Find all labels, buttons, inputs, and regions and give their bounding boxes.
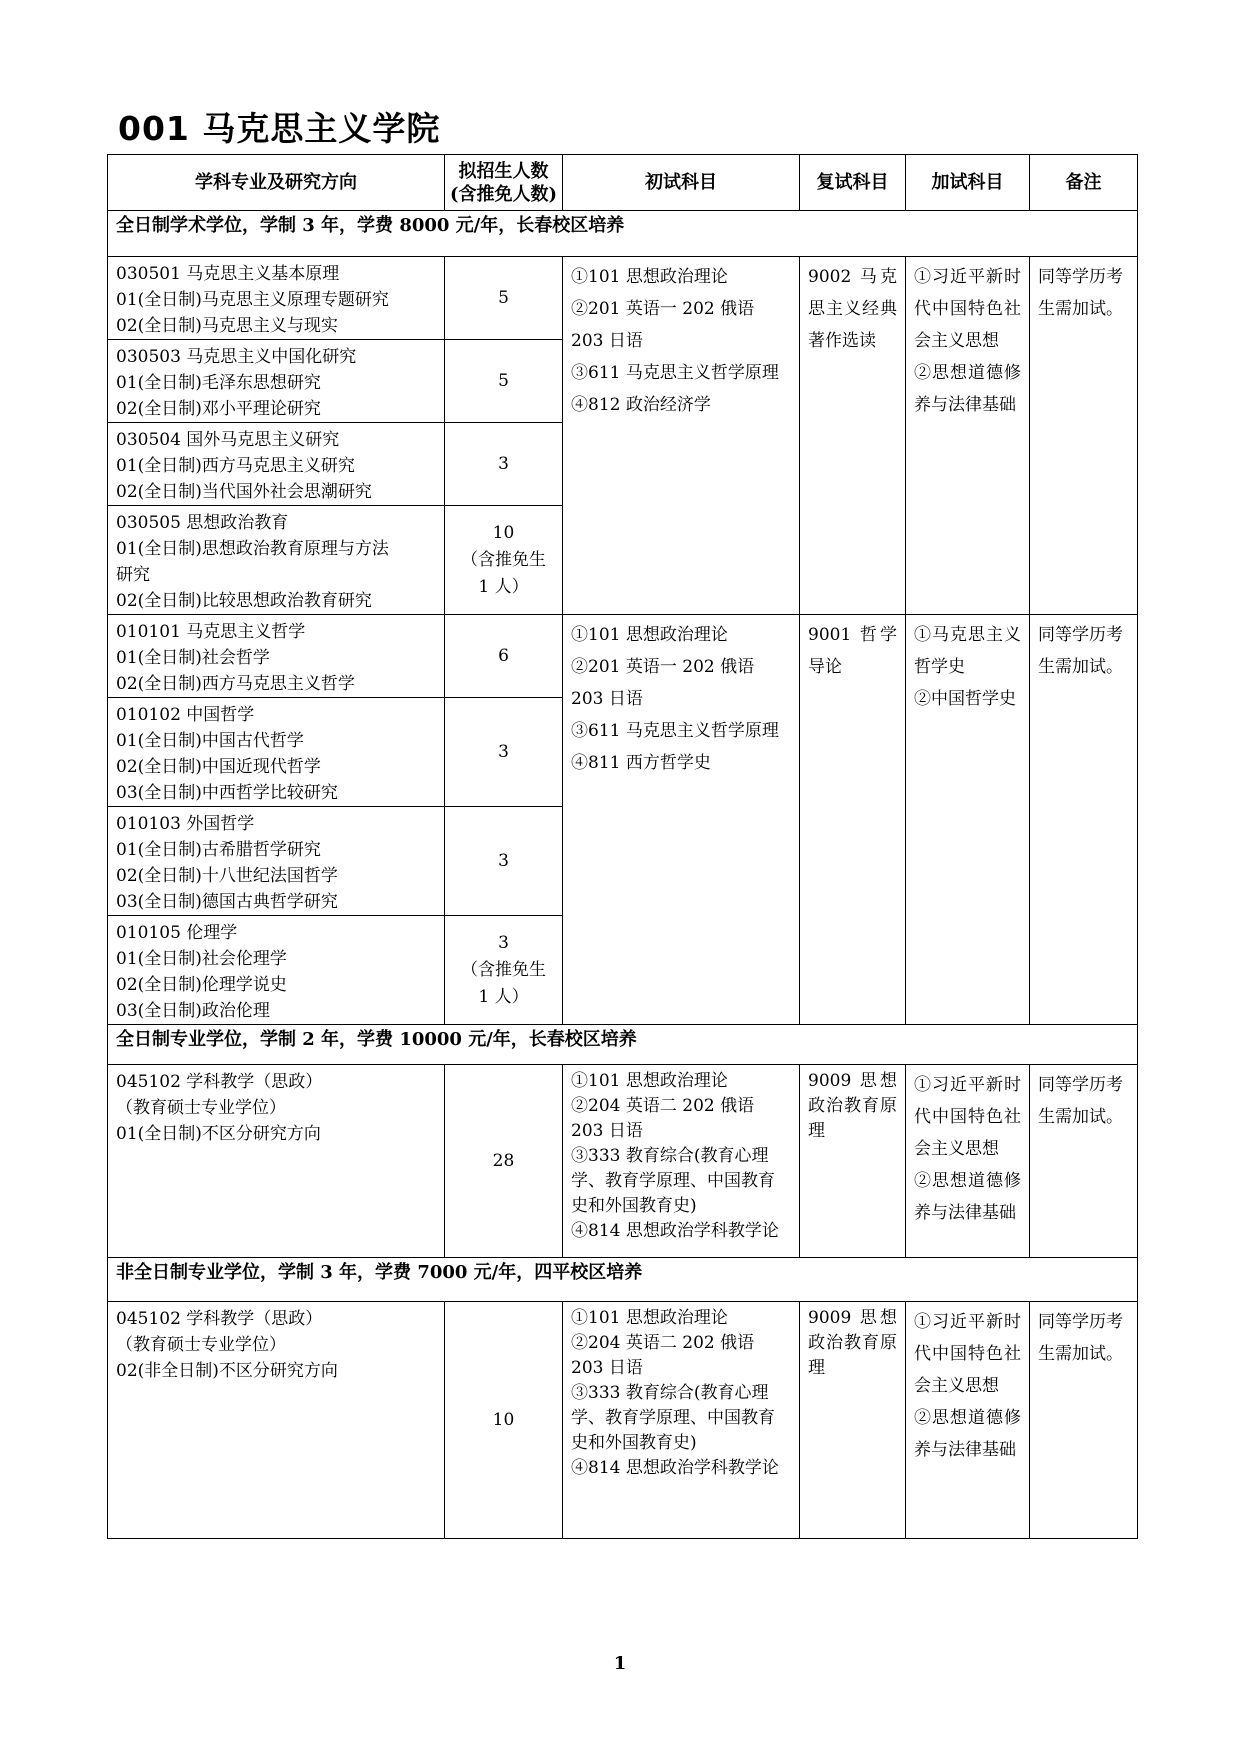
program-line: 010103 外国哲学 bbox=[116, 814, 255, 834]
program-line: 045102 学科教学（思政） bbox=[116, 1309, 323, 1329]
table-header-row bbox=[108, 155, 1138, 211]
extra-subject: ②思想道德修养与法律基础 bbox=[914, 363, 1021, 415]
extra-exam-cell bbox=[906, 1065, 1030, 1258]
program-cell bbox=[108, 1065, 445, 1258]
section-title: 全日制学术学位，学制 3 年，学费 8000 元/年，长春校区培养 bbox=[108, 211, 1138, 257]
retest-cell: 9009 思想政治教育原理 bbox=[800, 1302, 906, 1539]
table-row bbox=[108, 1302, 1138, 1539]
initial-exam-cell bbox=[563, 615, 800, 1025]
page-number: 1 bbox=[613, 1653, 627, 1674]
quota-note: （含推免生 1 人） bbox=[461, 959, 546, 1007]
program-line: 02(非全日制)不区分研究方向 bbox=[116, 1361, 338, 1381]
program-line: 01(全日制)思想政治教育原理与方法 bbox=[116, 539, 389, 559]
header-retest: 复试科目 bbox=[800, 155, 906, 211]
program-line: 03(全日制)政治伦理 bbox=[116, 1001, 270, 1021]
program-cell bbox=[108, 506, 445, 615]
program-line: 03(全日制)中西哲学比较研究 bbox=[116, 783, 338, 803]
program-line: 030501 马克思主义基本原理 bbox=[116, 264, 340, 284]
extra-exam-cell bbox=[906, 1302, 1030, 1539]
exam-subject: ③333 教育综合(教育心理学、教育学原理、中国教育史和外国教育史) bbox=[571, 1383, 775, 1453]
quota-value: 10 bbox=[492, 522, 515, 543]
quota-cell bbox=[445, 257, 563, 340]
exam-subject: ①101 思想政治理论 bbox=[571, 1308, 728, 1328]
retest-cell: 9009 思想政治教育原理 bbox=[800, 1065, 906, 1258]
quota-cell bbox=[445, 615, 563, 698]
program-line: 045102 学科教学（思政） bbox=[116, 1072, 323, 1092]
program-line: 01(全日制)古希腊哲学研究 bbox=[116, 840, 321, 860]
exam-subject: ④814 思想政治学科教学论 bbox=[571, 1458, 779, 1478]
extra-subject: ①习近平新时代中国特色社会主义思想 bbox=[914, 267, 1021, 351]
program-cell bbox=[108, 807, 445, 916]
initial-exam-cell bbox=[563, 1065, 800, 1258]
extra-subject: ②思想道德修养与法律基础 bbox=[914, 1408, 1021, 1460]
quota-cell bbox=[445, 506, 563, 615]
program-line: 02(全日制)马克思主义与现实 bbox=[116, 316, 338, 336]
program-cell bbox=[108, 340, 445, 423]
program-line: 030505 思想政治教育 bbox=[116, 513, 289, 533]
program-line: 02(全日制)当代国外社会思潮研究 bbox=[116, 482, 372, 502]
exam-subject: ③611 马克思主义哲学原理 bbox=[571, 721, 779, 741]
program-line: 030503 马克思主义中国化研究 bbox=[116, 347, 357, 367]
extra-subject: ①习近平新时代中国特色社会主义思想 bbox=[914, 1312, 1021, 1396]
program-line: （教育硕士专业学位） bbox=[116, 1335, 286, 1355]
exam-subject: ④814 思想政治学科教学论 bbox=[571, 1221, 779, 1241]
program-line: 研究 bbox=[116, 565, 150, 585]
program-line: 010102 中国哲学 bbox=[116, 705, 255, 725]
program-cell bbox=[108, 698, 445, 807]
exam-subject: ②201 英语一 202 俄语 203 日语 bbox=[571, 657, 755, 709]
program-cell bbox=[108, 916, 445, 1025]
header-program: 学科专业及研究方向 bbox=[108, 155, 445, 211]
retest-cell: 9002 马克思主义经典著作选读 bbox=[800, 257, 906, 615]
program-line: 010101 马克思主义哲学 bbox=[116, 622, 306, 642]
header-quota bbox=[445, 155, 563, 211]
exam-subject: ①101 思想政治理论 bbox=[571, 267, 728, 287]
extra-subject: ①马克思主义哲学史 bbox=[914, 625, 1021, 677]
retest-cell: 9001 哲学导论 bbox=[800, 615, 906, 1025]
section-row bbox=[108, 1025, 1138, 1065]
table-row bbox=[108, 257, 1138, 340]
program-line: 02(全日制)伦理学说史 bbox=[116, 975, 287, 995]
header-initial-exam: 初试科目 bbox=[563, 155, 800, 211]
program-cell bbox=[108, 423, 445, 506]
program-line: 01(全日制)毛泽东思想研究 bbox=[116, 373, 321, 393]
program-line: 01(全日制)中国古代哲学 bbox=[116, 731, 304, 751]
quota-cell bbox=[445, 698, 563, 807]
exam-subject: ②201 英语一 202 俄语 203 日语 bbox=[571, 299, 755, 351]
quota-value: 10 bbox=[492, 1409, 515, 1430]
page-title: 001 马克思主义学院 bbox=[118, 109, 441, 148]
note-cell: 同等学历考生需加试。 bbox=[1030, 615, 1138, 1025]
program-line: 02(全日制)西方马克思主义哲学 bbox=[116, 674, 355, 694]
program-line: 01(全日制)社会哲学 bbox=[116, 648, 270, 668]
quota-cell bbox=[445, 916, 563, 1025]
extra-exam-cell bbox=[906, 257, 1030, 615]
exam-subject: ①101 思想政治理论 bbox=[571, 625, 728, 645]
exam-subject: ①101 思想政治理论 bbox=[571, 1071, 728, 1091]
program-line: 01(全日制)马克思主义原理专题研究 bbox=[116, 290, 389, 310]
quota-value: 6 bbox=[498, 645, 509, 666]
quota-value: 5 bbox=[498, 370, 509, 391]
exam-subject: ④811 西方哲学史 bbox=[571, 753, 711, 773]
note-cell: 同等学历考生需加试。 bbox=[1030, 1065, 1138, 1258]
program-line: 010105 伦理学 bbox=[116, 923, 238, 943]
quota-note: （含推免生 1 人） bbox=[461, 549, 546, 597]
exam-subject: ④812 政治经济学 bbox=[571, 395, 711, 415]
section-title: 全日制专业学位，学制 2 年，学费 10000 元/年，长春校区培养 bbox=[108, 1025, 1138, 1065]
quota-cell bbox=[445, 1302, 563, 1539]
quota-value: 3 bbox=[498, 850, 509, 871]
program-cell bbox=[108, 1302, 445, 1539]
header-extra-exam: 加试科目 bbox=[906, 155, 1030, 211]
program-cell bbox=[108, 257, 445, 340]
program-line: 01(全日制)社会伦理学 bbox=[116, 949, 287, 969]
section-row bbox=[108, 211, 1138, 257]
table-row bbox=[108, 1065, 1138, 1258]
header-note: 备注 bbox=[1030, 155, 1138, 211]
initial-exam-cell bbox=[563, 257, 800, 615]
quota-value: 3 bbox=[498, 453, 509, 474]
exam-subject: ③611 马克思主义哲学原理 bbox=[571, 363, 779, 383]
quota-cell bbox=[445, 423, 563, 506]
header-quota-line2: (含推免人数) bbox=[449, 183, 558, 205]
quota-value: 5 bbox=[498, 287, 509, 308]
program-line: 02(全日制)中国近现代哲学 bbox=[116, 757, 321, 777]
section-title: 非全日制专业学位，学制 3 年，学费 7000 元/年，四平校区培养 bbox=[108, 1258, 1138, 1302]
extra-subject: ②思想道德修养与法律基础 bbox=[914, 1171, 1021, 1223]
quota-cell bbox=[445, 1065, 563, 1258]
header-quota-line1: 拟招生人数 bbox=[458, 160, 549, 182]
exam-subject: ②204 英语二 202 俄语 203 日语 bbox=[571, 1096, 755, 1141]
program-line: 01(全日制)西方马克思主义研究 bbox=[116, 456, 355, 476]
extra-subject: ①习近平新时代中国特色社会主义思想 bbox=[914, 1075, 1021, 1159]
note-cell: 同等学历考生需加试。 bbox=[1030, 257, 1138, 615]
program-line: 02(全日制)比较思想政治教育研究 bbox=[116, 591, 372, 611]
exam-subject: ②204 英语二 202 俄语 203 日语 bbox=[571, 1333, 755, 1378]
admissions-table bbox=[107, 154, 1138, 1539]
program-line: 02(全日制)邓小平理论研究 bbox=[116, 399, 321, 419]
program-line: 02(全日制)十八世纪法国哲学 bbox=[116, 866, 338, 886]
quota-cell bbox=[445, 340, 563, 423]
section-row bbox=[108, 1258, 1138, 1302]
extra-subject: ②中国哲学史 bbox=[914, 689, 1016, 709]
program-line: 03(全日制)德国古典哲学研究 bbox=[116, 892, 338, 912]
quota-value: 3 bbox=[498, 741, 509, 762]
exam-subject: ③333 教育综合(教育心理学、教育学原理、中国教育史和外国教育史) bbox=[571, 1146, 775, 1216]
quota-value: 3 bbox=[498, 932, 509, 953]
initial-exam-cell bbox=[563, 1302, 800, 1539]
table-row bbox=[108, 615, 1138, 698]
program-line: 01(全日制)不区分研究方向 bbox=[116, 1124, 321, 1144]
program-line: 030504 国外马克思主义研究 bbox=[116, 430, 340, 450]
program-line: （教育硕士专业学位） bbox=[116, 1098, 286, 1118]
extra-exam-cell bbox=[906, 615, 1030, 1025]
quota-value: 28 bbox=[492, 1150, 515, 1171]
program-cell bbox=[108, 615, 445, 698]
note-cell: 同等学历考生需加试。 bbox=[1030, 1302, 1138, 1539]
quota-cell bbox=[445, 807, 563, 916]
